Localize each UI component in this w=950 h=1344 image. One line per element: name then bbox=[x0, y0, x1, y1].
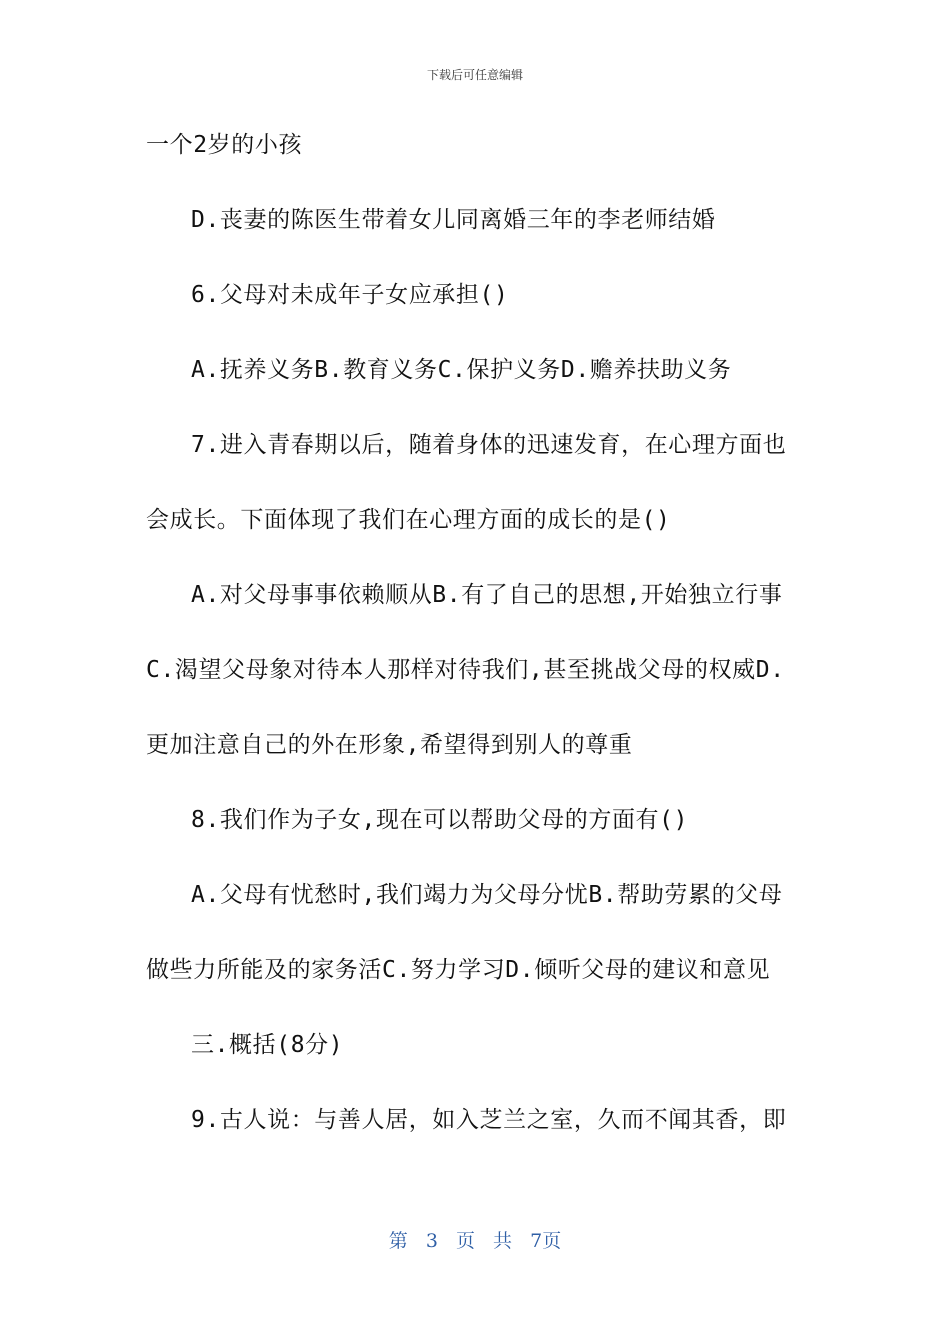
answer-options: 做些力所能及的家务活C.努力学习D.倾听父母的建议和意见 bbox=[146, 957, 771, 983]
footer-label-ye: 页 bbox=[455, 1230, 475, 1252]
text-line: 更加注意自己的外在形象,希望得到别人的尊重 bbox=[146, 732, 633, 758]
question-8: 8.我们作为子女,现在可以帮助父母的方面有() bbox=[191, 807, 689, 833]
footer-current-page: 3 bbox=[425, 1230, 438, 1252]
footer-total-pages: 7页 bbox=[530, 1230, 562, 1252]
text-line: 一个2岁的小孩 bbox=[146, 132, 303, 158]
footer-label-page: 第 bbox=[388, 1230, 408, 1252]
answer-options: A.抚养义务B.教育义务C.保护义务D.赡养扶助义务 bbox=[191, 357, 732, 383]
text-line: D.丧妻的陈医生带着女儿同离婚三年的李老师结婚 bbox=[191, 207, 716, 233]
section-heading: 三.概括(8分) bbox=[191, 1032, 344, 1058]
footer-label-total: 共 bbox=[493, 1230, 513, 1252]
question-9: 9.古人说：与善人居，如入芝兰之室，久而不闻其香，即 bbox=[191, 1107, 787, 1133]
question-6: 6.父母对未成年子女应承担() bbox=[191, 282, 509, 308]
answer-options: A.对父母事事依赖顺从B.有了自己的思想,开始独立行事 bbox=[191, 582, 783, 608]
answer-options: A.父母有忧愁时,我们竭力为父母分忧B.帮助劳累的父母 bbox=[191, 882, 783, 908]
answer-options: C.渴望父母象对待本人那样对待我们,甚至挑战父母的权威D. bbox=[146, 657, 785, 683]
page-footer bbox=[0, 1226, 950, 1253]
page-header-note: 下载后可任意编辑 bbox=[426, 68, 523, 82]
text-line: 会成长。下面体现了我们在心理方面的成长的是() bbox=[146, 507, 671, 533]
question-7: 7.进入青春期以后，随着身体的迅速发育，在心理方面也 bbox=[191, 432, 787, 458]
